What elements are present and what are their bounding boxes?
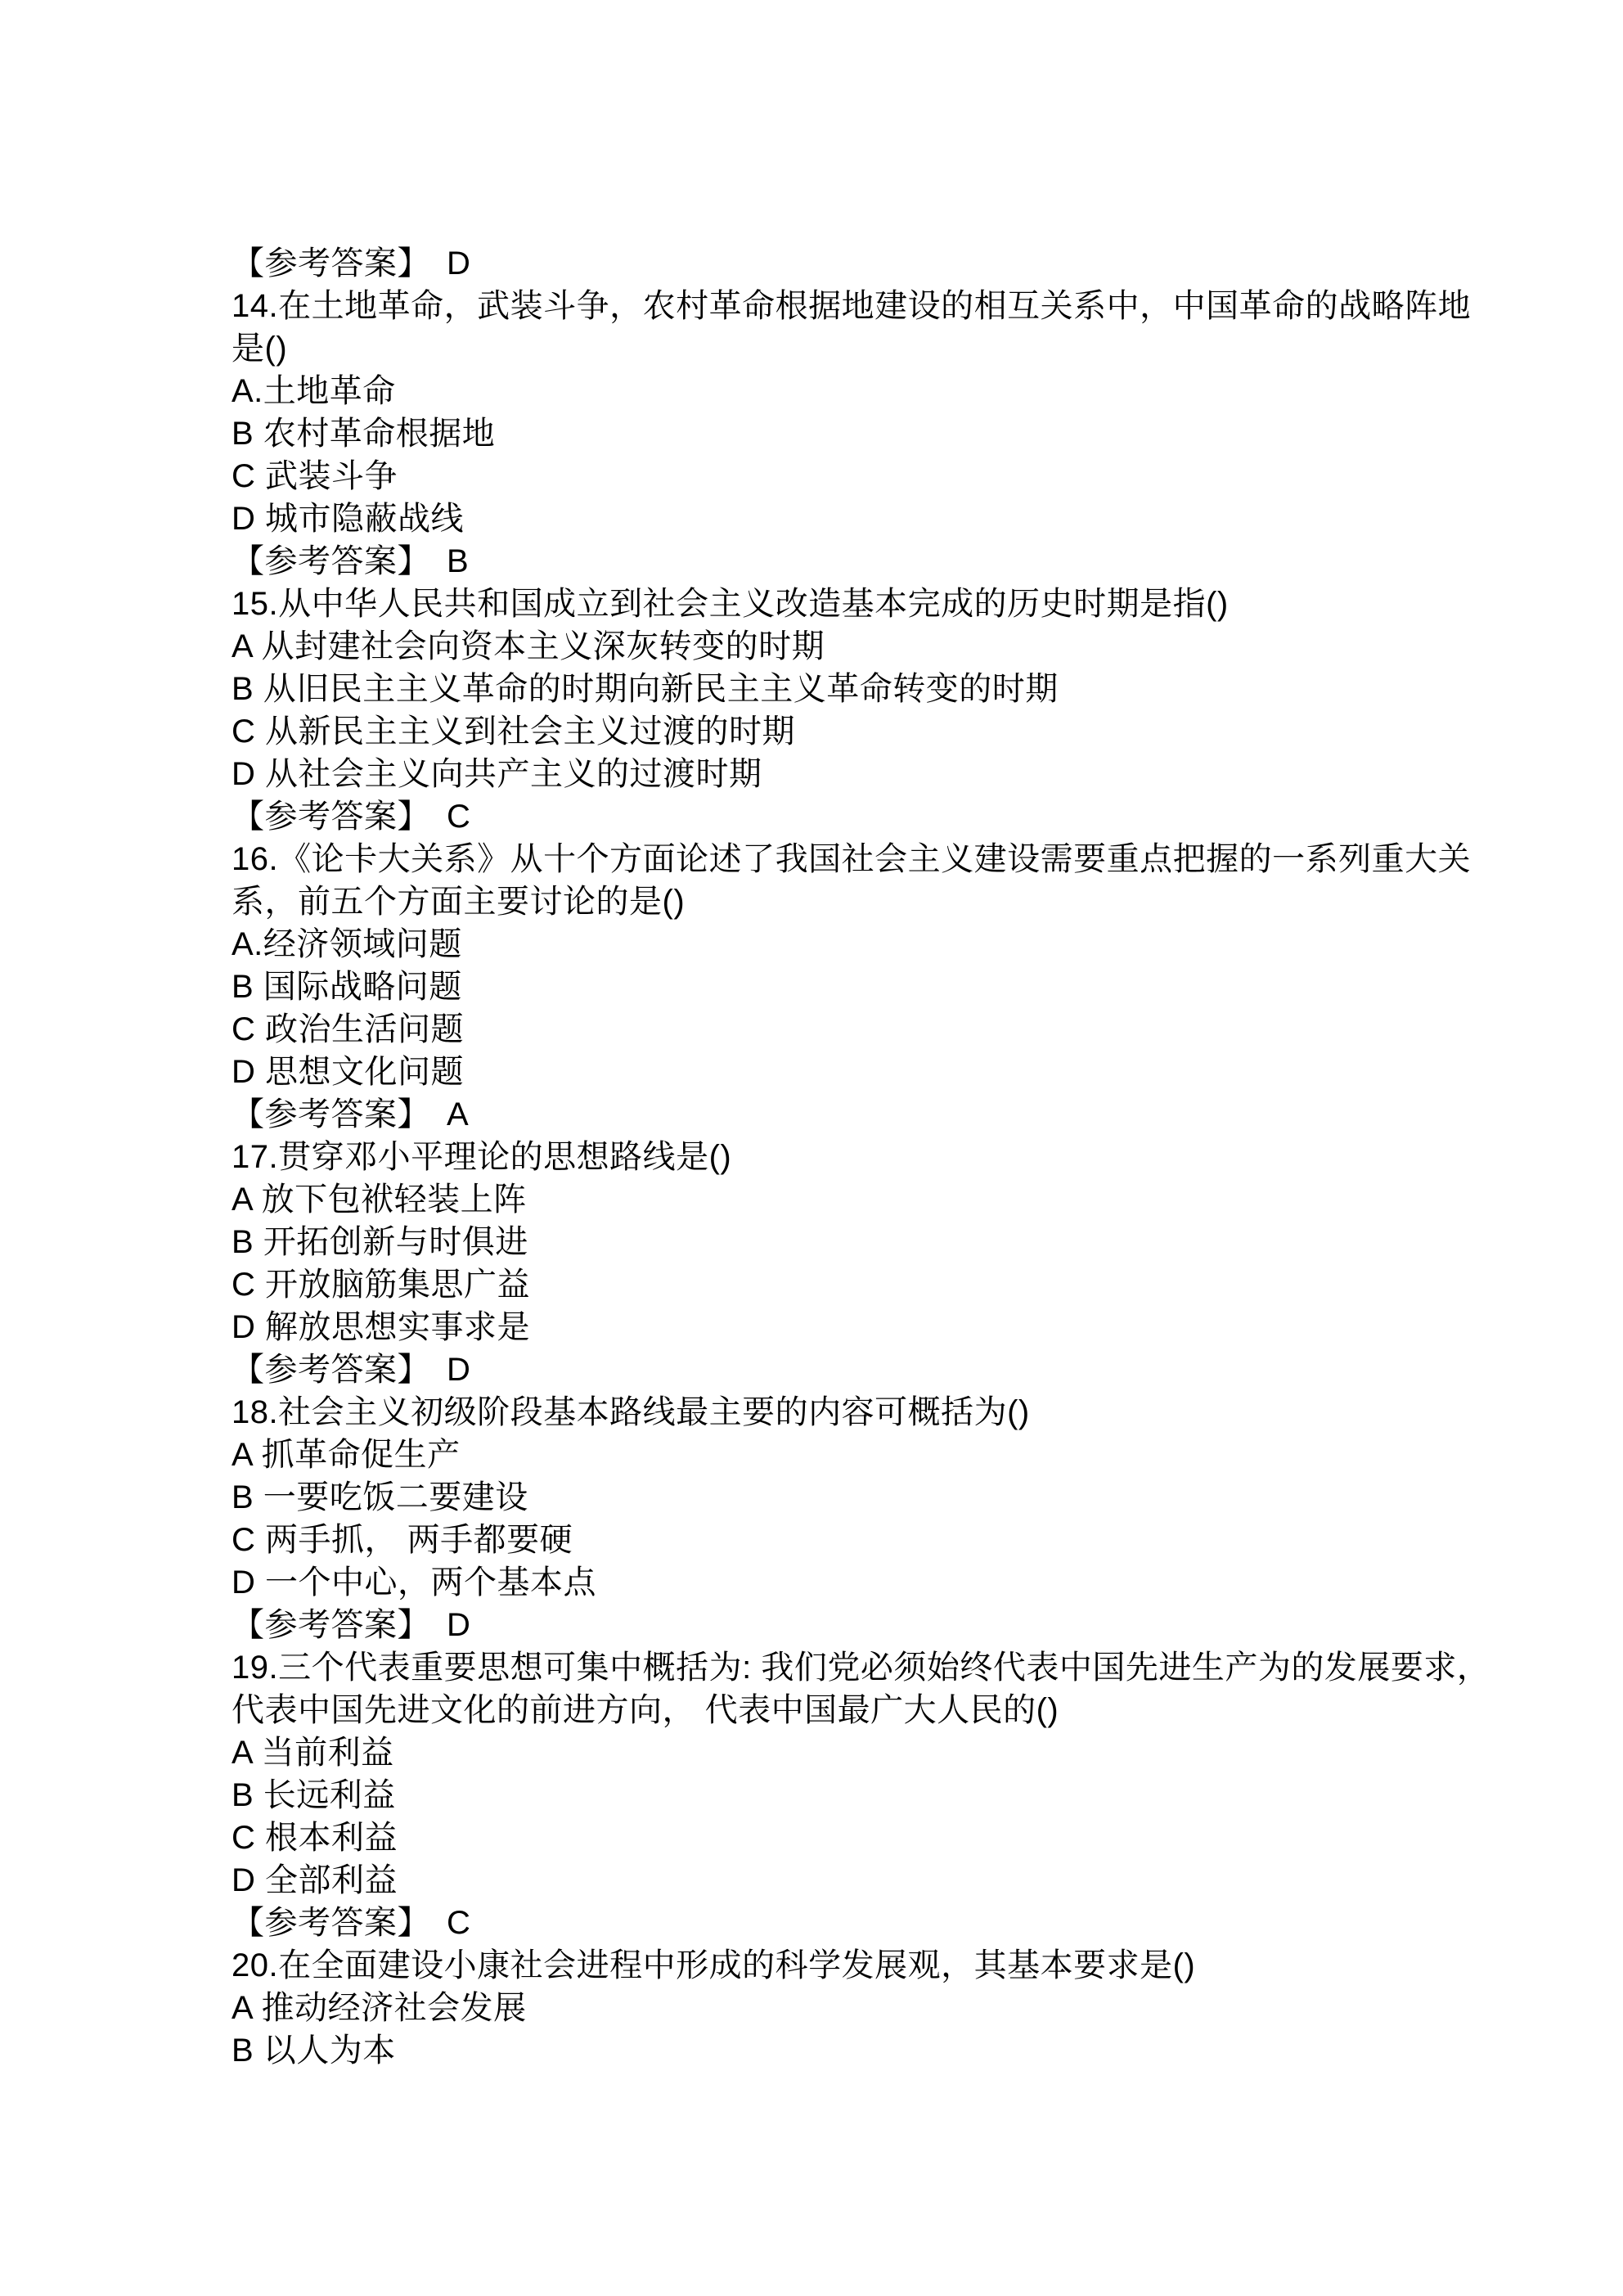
question-block-15: [232, 583, 1442, 838]
option-line-c: C 政治生活问题: [232, 1011, 464, 1047]
option-line-d: D 城市隐蔽战线: [232, 501, 464, 537]
option-line-a: A 推动经济社会发展: [232, 1990, 527, 2026]
reference-answer-value: D: [447, 245, 471, 281]
option-line-a: A.经济领域问题: [232, 926, 462, 962]
option-line-a: A 抓革命促生产: [232, 1437, 461, 1473]
reference-answer-value: D: [447, 1607, 471, 1643]
question-block-19: [232, 1646, 1490, 1944]
option-line-c: C 从新民主主义到社会主义过渡的时期: [232, 714, 795, 750]
reference-answer-value: A: [447, 1096, 470, 1132]
option-line-b: B 农村革命根据地: [232, 416, 496, 452]
reference-answer-label: 【参考答案】: [232, 1096, 430, 1132]
option-line-c: C 根本利益: [232, 1820, 398, 1856]
reference-answer-label: 【参考答案】: [232, 1352, 430, 1388]
option-line-d: D 思想文化问题: [232, 1054, 464, 1090]
reference-answer-value: C: [447, 1905, 471, 1941]
reference-answer-label: 【参考答案】: [232, 543, 430, 579]
option-line-d: D 全部利益: [232, 1862, 398, 1898]
reference-answer-label: 【参考答案】: [232, 1905, 430, 1941]
option-line-b: B 国际战略问题: [232, 969, 462, 1005]
option-line-d: D 一个中心，两个基本点: [232, 1564, 596, 1600]
reference-answer-line: [232, 540, 1442, 583]
question-block-20: [232, 1944, 1442, 2072]
question-block-18: [232, 1391, 1442, 1646]
question-text-line: 17.贯穿邓小平理论的思想路线是(): [232, 1139, 732, 1175]
question-text-line: 代表中国先进文化的前进方向， 代表中国最广大人民的(): [232, 1692, 1059, 1728]
option-line-d: D 从社会主义向共产主义的过渡时期: [232, 756, 762, 792]
question-block-16: [232, 838, 1472, 1136]
reference-answer-line: [232, 1348, 1442, 1391]
question-block-17: [232, 1136, 1442, 1391]
question-text-line: 是(): [232, 331, 288, 367]
option-line-b: B 开拓创新与时俱进: [232, 1224, 528, 1260]
reference-answer-line: [232, 1604, 1442, 1646]
question-block-14: [232, 285, 1472, 583]
option-line-a: A 从封建社会向资本主义深灰转变的时期: [232, 628, 825, 664]
reference-answer-line: [232, 795, 1442, 838]
option-line-c: C 武装斗争: [232, 458, 398, 494]
option-line-a: A 当前利益: [232, 1735, 394, 1771]
option-line-b: B 以人为本: [232, 2033, 396, 2069]
option-line-c: C 开放脑筋集思广益: [232, 1267, 530, 1303]
reference-answer-value: D: [447, 1352, 471, 1388]
option-line-b: B 长远利益: [232, 1777, 396, 1813]
question-text-line: 系，前五个方面主要讨论的是(): [232, 884, 686, 920]
question-text-line: 19.三个代表重要思想可集中概括为: 我们党必须始终代表中国先进生产为的发展要求，: [232, 1650, 1490, 1686]
reference-answer-line: [232, 1902, 1442, 1944]
question-text-line: 16.《论卡大关系》从十个方面论述了我国社会主义建设需要重点把握的一系列重大关: [232, 841, 1472, 877]
reference-answer-line: [232, 1093, 1442, 1136]
question-text-line: 15.从中华人民共和国成立到社会主义改造基本完成的历史时期是指(): [232, 586, 1229, 622]
reference-answer-label: 【参考答案】: [232, 245, 430, 281]
question-text-line: 18.社会主义初级阶段基本路线最主要的内容可概括为(): [232, 1394, 1030, 1430]
reference-answer-line: [232, 242, 1442, 285]
reference-answer-value: C: [447, 799, 471, 835]
option-line-c: C 两手抓， 两手都要硬: [232, 1522, 573, 1558]
document-body: [232, 242, 1490, 2072]
option-line-d: D 解放思想实事求是: [232, 1309, 530, 1345]
option-line-b: B 一要吃饭二要建设: [232, 1479, 528, 1515]
question-text-line: 14.在土地革命，武装斗争，农村革命根据地建设的相互关系中，中国革命的战略阵地: [232, 288, 1472, 324]
reference-answer-label: 【参考答案】: [232, 799, 430, 835]
option-line-a: A 放下包袱轻装上阵: [232, 1182, 527, 1218]
reference-answer-label: 【参考答案】: [232, 1607, 430, 1643]
option-line-a: A.土地革命: [232, 373, 396, 409]
question-text-line: 20.在全面建设小康社会进程中形成的科学发展观，其基本要求是(): [232, 1947, 1196, 1983]
option-line-b: B 从旧民主主义革命的时期向新民主主义革命转变的时期: [232, 671, 1059, 707]
reference-answer-value: B: [447, 543, 470, 579]
